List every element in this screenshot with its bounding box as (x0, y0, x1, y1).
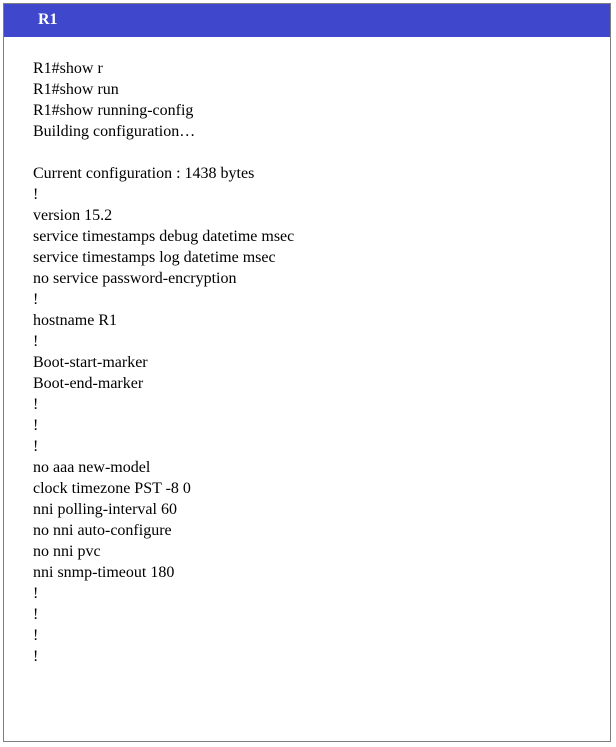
console-line: ! (33, 417, 39, 434)
console-line: Current configuration : 1438 bytes (33, 165, 255, 182)
console-line: ! (33, 438, 39, 455)
console-line: no service password-encryption (33, 270, 237, 287)
console-line: ! (33, 333, 39, 350)
terminal-window (3, 3, 611, 742)
console-line: hostname R1 (33, 312, 117, 329)
console-line: service timestamps debug datetime msec (33, 228, 295, 245)
console-line: R1#show run (33, 81, 119, 98)
console-line: ! (33, 291, 39, 308)
console-line: ! (33, 627, 39, 644)
console-line: no nni pvc (33, 543, 101, 560)
console-line: Building configuration… (33, 123, 196, 140)
console-line: version 15.2 (33, 207, 113, 224)
window-title: R1 (38, 11, 58, 28)
title-bar (4, 4, 610, 37)
console-line: Boot-start-marker (33, 354, 148, 371)
console-line: R1#show r (33, 60, 103, 77)
console-line (33, 142, 590, 163)
console-line: service timestamps log datetime msec (33, 249, 276, 266)
console-line: clock timezone PST -8 0 (33, 480, 191, 497)
console-line: ! (33, 585, 39, 602)
console-line: ! (33, 606, 39, 623)
console-line: ! (33, 648, 39, 665)
console-line: nni snmp-timeout 180 (33, 564, 175, 581)
console-line: no aaa new-model (33, 459, 151, 476)
console-line: R1#show running-config (33, 102, 194, 119)
console-line: ! (33, 186, 39, 203)
console-output[interactable] (33, 58, 590, 667)
console-line: no nni auto-configure (33, 522, 172, 539)
console-line: ! (33, 396, 39, 413)
console-line: nni polling-interval 60 (33, 501, 177, 518)
console-line: Boot-end-marker (33, 375, 144, 392)
